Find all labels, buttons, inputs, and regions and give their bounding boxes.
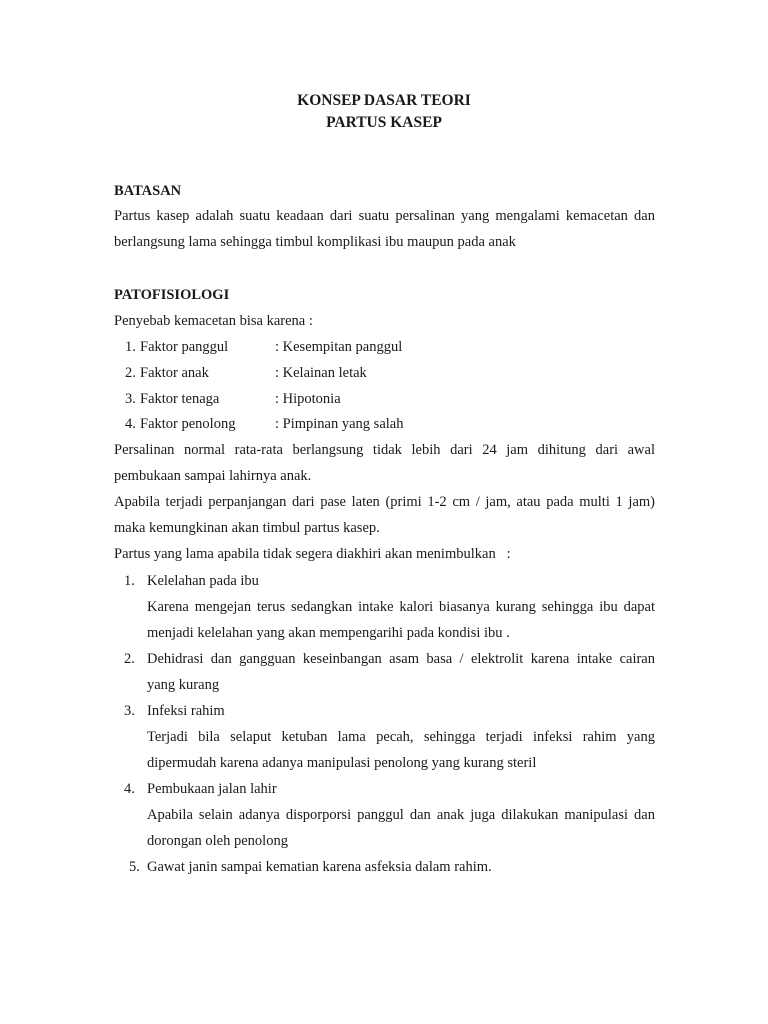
batasan-line-2: berlangsung lama sehingga timbul komplikasi ibu maupun pada anak: [114, 234, 516, 250]
factor-value: : Hipotonia: [275, 391, 341, 407]
list-item-number: 5.: [129, 859, 140, 875]
factor-number: 1.: [125, 339, 136, 355]
section-heading-patofisiologi: PATOFISIOLOGI: [114, 287, 230, 303]
list-item-title: Pembukaan jalan lahir: [147, 781, 277, 797]
document-title: [0, 90, 768, 134]
paragraph-2-line-1: Apabila terjadi perpanjangan dari pase laten (primi 1-2 cm / jam, atau pada multi 1 jam): [114, 494, 655, 510]
list-item-desc-line-1: Karena mengejan terus sedangkan intake kalori biasanya kurang sehingga ibu dapat: [147, 599, 655, 615]
factor-name: Faktor panggul: [140, 339, 229, 355]
title-line-2: PARTUS KASEP: [326, 114, 442, 131]
patofisiologi-intro: Penyebab kemacetan bisa karena :: [114, 313, 313, 329]
title-line-1: KONSEP DASAR TEORI: [297, 92, 471, 109]
paragraph-1-line-2: pembukaan sampai lahirnya anak.: [114, 468, 312, 484]
list-item-number: 2.: [124, 651, 135, 667]
factor-name: Faktor tenaga: [140, 391, 220, 407]
list-item-title-line-2: yang kurang: [147, 677, 220, 693]
factor-name: Faktor penolong: [140, 416, 236, 432]
factor-value: : Kesempitan panggul: [275, 339, 403, 355]
list-item-number: 1.: [124, 573, 135, 589]
factor-number: 2.: [125, 365, 136, 381]
list-item-desc-line-2: menjadi kelelahan yang akan mempengarihi pada kondisi ibu .: [147, 625, 510, 641]
factor-name: Faktor anak: [140, 365, 209, 381]
factor-row: [0, 391, 768, 411]
list-item-title: Infeksi rahim: [147, 703, 225, 719]
factor-number: 3.: [125, 391, 136, 407]
paragraph-2-line-2: maka kemungkinan akan timbul partus kasep.: [114, 520, 380, 536]
paragraph-3: Partus yang lama apabila tidak segera diakhiri akan menimbulkan :: [114, 546, 511, 562]
list-item-desc-line-1: Apabila selain adanya disporporsi panggul dan anak juga dilakukan manipulasi dan: [147, 807, 655, 823]
factor-row: [0, 339, 768, 359]
list-item-title: Gawat janin sampai kematian karena asfeksia dalam rahim.: [147, 859, 492, 875]
factor-value: : Pimpinan yang salah: [275, 416, 404, 432]
factor-value: : Kelainan letak: [275, 365, 367, 381]
factor-number: 4.: [125, 416, 136, 432]
list-item-number: 3.: [124, 703, 135, 719]
factor-row: [0, 416, 768, 436]
list-item-desc-line-2: dorongan oleh penolong: [147, 833, 288, 849]
list-item-desc-line-1: Terjadi bila selaput ketuban lama pecah, sehingga terjadi infeksi rahim yang: [147, 729, 655, 745]
paragraph-1-line-1: Persalinan normal rata-rata berlangsung tidak lebih dari 24 jam dihitung dari awal: [114, 442, 655, 458]
factor-row: [0, 365, 768, 385]
list-item-desc-line-2: dipermudah karena adanya manipulasi penolong yang kurang steril: [147, 755, 537, 771]
batasan-line-1: Partus kasep adalah suatu keadaan dari suatu persalinan yang mengalami kemacetan dan: [114, 208, 655, 224]
list-item-title-line-1: Dehidrasi dan gangguan keseinbangan asam basa / elektrolit karena intake cairan: [147, 651, 655, 667]
list-item-title: Kelelahan pada ibu: [147, 573, 259, 589]
list-item-number: 4.: [124, 781, 135, 797]
section-heading-batasan: BATASAN: [114, 183, 182, 199]
